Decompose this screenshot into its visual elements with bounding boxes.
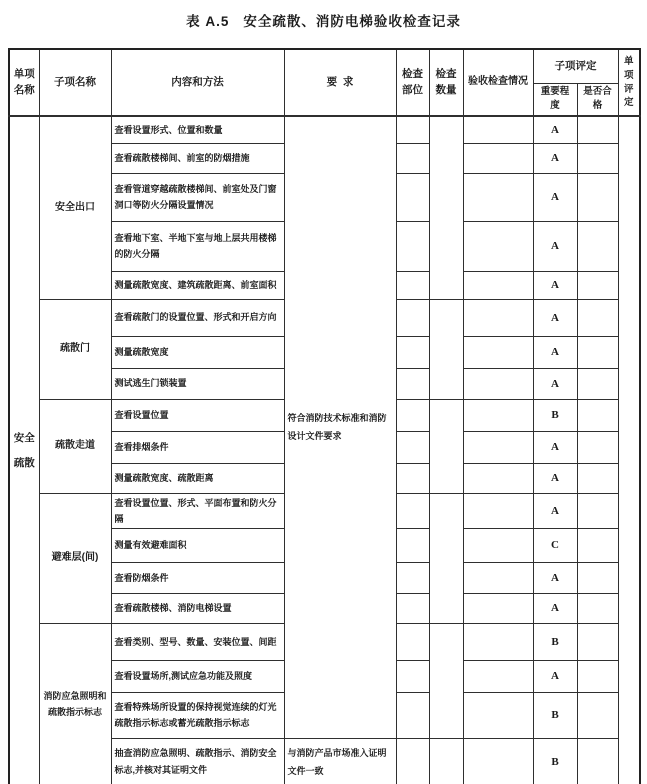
importance-cell: A xyxy=(533,368,577,399)
content-cell: 测试逃生门锁装置 xyxy=(111,368,284,399)
inspection-status-cell xyxy=(463,116,533,143)
content-cell: 查看疏散楼梯、消防电梯设置 xyxy=(111,593,284,623)
subitem-cell: 避难层(间) xyxy=(39,493,111,623)
importance-cell: B xyxy=(533,399,577,431)
inspection-status-cell xyxy=(463,368,533,399)
header-check-part: 检查部位 xyxy=(396,49,429,116)
check-part-cell xyxy=(396,143,429,173)
check-part-cell xyxy=(396,299,429,336)
header-qualified: 是否合格 xyxy=(577,83,618,116)
inspection-status-cell xyxy=(463,143,533,173)
check-part-cell xyxy=(396,623,429,660)
inspection-status-cell xyxy=(463,738,533,784)
header-content-method: 内容和方法 xyxy=(111,49,284,116)
importance-cell: A xyxy=(533,593,577,623)
check-qty-cell xyxy=(429,738,463,784)
qualified-cell xyxy=(577,493,618,528)
check-qty-cell xyxy=(429,299,463,399)
importance-cell: A xyxy=(533,493,577,528)
inspection-status-cell xyxy=(463,173,533,221)
subitem-cell: 消防应急照明和疏散指示标志 xyxy=(39,623,111,784)
qualified-cell xyxy=(577,738,618,784)
check-part-cell xyxy=(396,562,429,593)
header-importance: 重要程度 xyxy=(533,83,577,116)
importance-cell: A xyxy=(533,271,577,299)
record-table xyxy=(8,48,641,784)
inspection-status-cell xyxy=(463,299,533,336)
inspection-status-cell xyxy=(463,463,533,493)
item-eval-cell xyxy=(618,116,640,784)
content-cell: 测量疏散宽度 xyxy=(111,336,284,368)
importance-cell: C xyxy=(533,528,577,562)
subitem-cell: 疏散门 xyxy=(39,299,111,399)
content-cell: 查看疏散门的设置位置、形式和开启方向 xyxy=(111,299,284,336)
header-subitem-eval: 子项评定 xyxy=(533,49,618,83)
table-number: 表 A.5 xyxy=(186,14,230,29)
importance-cell: B xyxy=(533,738,577,784)
content-cell: 抽查消防应急照明、疏散指示、消防安全标志,并核对其证明文件 xyxy=(111,738,284,784)
importance-cell: A xyxy=(533,660,577,692)
check-part-cell xyxy=(396,692,429,738)
content-cell: 查看设置形式、位置和数量 xyxy=(111,116,284,143)
inspection-status-cell xyxy=(463,493,533,528)
check-part-cell xyxy=(396,493,429,528)
importance-cell: A xyxy=(533,562,577,593)
requirement-cell-last: 与消防产品市场准入证明文件一致 xyxy=(284,738,396,784)
importance-cell: B xyxy=(533,692,577,738)
qualified-cell xyxy=(577,116,618,143)
qualified-cell xyxy=(577,336,618,368)
importance-cell: A xyxy=(533,431,577,463)
check-part-cell xyxy=(396,463,429,493)
header-requirement: 要求 xyxy=(284,49,396,116)
content-cell: 查看设置位置、形式、平面布置和防火分隔 xyxy=(111,493,284,528)
qualified-cell xyxy=(577,271,618,299)
check-part-cell xyxy=(396,368,429,399)
header-inspection-status: 验收检查情况 xyxy=(463,49,533,116)
table-title xyxy=(8,10,639,30)
qualified-cell xyxy=(577,593,618,623)
inspection-status-cell xyxy=(463,623,533,660)
importance-cell: A xyxy=(533,143,577,173)
subitem-cell: 安全出口 xyxy=(39,116,111,299)
check-part-cell xyxy=(396,399,429,431)
qualified-cell xyxy=(577,463,618,493)
inspection-status-cell xyxy=(463,399,533,431)
content-cell: 测量有效避难面积 xyxy=(111,528,284,562)
inspection-status-cell xyxy=(463,336,533,368)
qualified-cell xyxy=(577,368,618,399)
subitem-cell: 疏散走道 xyxy=(39,399,111,493)
content-cell: 查看设置位置 xyxy=(111,399,284,431)
qualified-cell xyxy=(577,173,618,221)
inspection-status-cell xyxy=(463,431,533,463)
check-qty-cell xyxy=(429,116,463,299)
header-item-name: 单项名称 xyxy=(9,49,39,116)
inspection-status-cell xyxy=(463,593,533,623)
qualified-cell xyxy=(577,692,618,738)
check-qty-cell xyxy=(429,623,463,738)
inspection-status-cell xyxy=(463,221,533,271)
check-qty-cell xyxy=(429,399,463,493)
table-row xyxy=(9,116,640,143)
qualified-cell xyxy=(577,528,618,562)
importance-cell: A xyxy=(533,336,577,368)
qualified-cell xyxy=(577,221,618,271)
content-cell: 测量疏散宽度、疏散距离 xyxy=(111,463,284,493)
check-part-cell xyxy=(396,431,429,463)
content-cell: 测量疏散宽度、建筑疏散距离、前室面积 xyxy=(111,271,284,299)
content-cell: 查看设置场所,测试应急功能及照度 xyxy=(111,660,284,692)
check-part-cell xyxy=(396,271,429,299)
content-cell: 查看防烟条件 xyxy=(111,562,284,593)
content-cell: 查看地下室、半地下室与地上层共用楼梯的防火分隔 xyxy=(111,221,284,271)
check-part-cell xyxy=(396,173,429,221)
qualified-cell xyxy=(577,660,618,692)
check-part-cell xyxy=(396,221,429,271)
qualified-cell xyxy=(577,143,618,173)
content-cell: 查看疏散楼梯间、前室的防烟措施 xyxy=(111,143,284,173)
qualified-cell xyxy=(577,431,618,463)
content-cell: 查看排烟条件 xyxy=(111,431,284,463)
header-check-qty: 检查数量 xyxy=(429,49,463,116)
inspection-status-cell xyxy=(463,660,533,692)
check-part-cell xyxy=(396,660,429,692)
check-part-cell xyxy=(396,593,429,623)
check-part-cell xyxy=(396,116,429,143)
content-cell: 查看管道穿越疏散楼梯间、前室处及门窗洞口等防火分隔设置情况 xyxy=(111,173,284,221)
inspection-status-cell xyxy=(463,528,533,562)
table-body xyxy=(9,116,640,784)
content-cell: 查看特殊场所设置的保持视觉连续的灯光疏散指示标志或蓄光疏散指示标志 xyxy=(111,692,284,738)
qualified-cell xyxy=(577,399,618,431)
header-item-eval: 单项评定 xyxy=(618,49,640,116)
check-part-cell xyxy=(396,528,429,562)
importance-cell: A xyxy=(533,116,577,143)
qualified-cell xyxy=(577,562,618,593)
check-part-cell xyxy=(396,738,429,784)
table-title-text: 安全疏散、消防电梯验收检查记录 xyxy=(243,14,461,29)
check-qty-cell xyxy=(429,493,463,623)
inspection-status-cell xyxy=(463,271,533,299)
importance-cell: B xyxy=(533,623,577,660)
header-subitem-name: 子项名称 xyxy=(39,49,111,116)
importance-cell: A xyxy=(533,299,577,336)
importance-cell: A xyxy=(533,173,577,221)
qualified-cell xyxy=(577,299,618,336)
table-header xyxy=(9,49,640,116)
content-cell: 查看类别、型号、数量、安装位置、间距 xyxy=(111,623,284,660)
check-part-cell xyxy=(396,336,429,368)
qualified-cell xyxy=(577,623,618,660)
inspection-status-cell xyxy=(463,692,533,738)
importance-cell: A xyxy=(533,463,577,493)
item-name-cell: 安全疏散 xyxy=(9,116,39,784)
inspection-status-cell xyxy=(463,562,533,593)
importance-cell: A xyxy=(533,221,577,271)
requirement-cell: 符合消防技术标准和消防设计文件要求 xyxy=(284,116,396,738)
